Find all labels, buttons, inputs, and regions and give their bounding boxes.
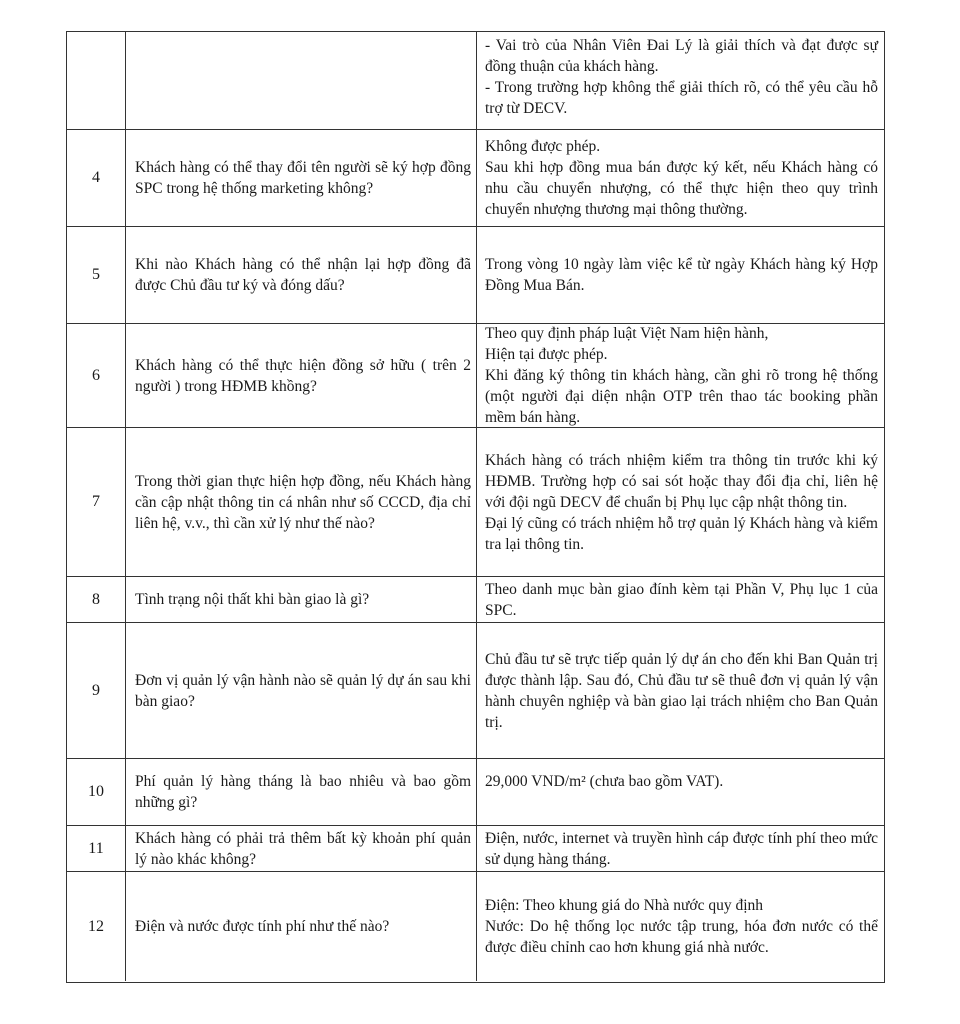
answer-cell bbox=[477, 577, 884, 622]
answer-line: Chủ đầu tư sẽ trực tiếp quản lý dự án cho đến khi Ban Quản trị được thành lập. Sau đó, Chủ đầu tư sẽ thuê đơn vị quản lý vận hành chuyên nghiệp và bàn giao lại trách nhiệm cho Ban Quản trị. bbox=[485, 650, 878, 731]
question-cell: Đơn vị quản lý vận hành nào sẽ quản lý dự án sau khi bàn giao? bbox=[126, 623, 477, 758]
question-cell: Trong thời gian thực hiện hợp đồng, nếu Khách hàng cần cập nhật thông tin cá nhân như số CCCD, địa chỉ liên hệ, v.v., thì cần xử lý như thế nào? bbox=[126, 428, 477, 576]
table-row bbox=[67, 324, 884, 428]
table-row bbox=[67, 759, 884, 826]
question-cell: Khách hàng có phải trả thêm bất kỳ khoản phí quản lý nào khác không? bbox=[126, 826, 477, 871]
row-number: 4 bbox=[67, 129, 126, 226]
answer-line: Theo danh mục bàn giao đính kèm tại Phần V, Phụ lục 1 của SPC. bbox=[485, 580, 878, 619]
table-row bbox=[67, 129, 884, 227]
row-number: 6 bbox=[67, 324, 126, 427]
answer-cell bbox=[477, 129, 884, 226]
question-cell: Tình trạng nội thất khi bàn giao là gì? bbox=[126, 577, 477, 622]
table-row bbox=[67, 872, 884, 981]
answer-cell bbox=[477, 428, 884, 576]
answer-line: Trong vòng 10 ngày làm việc kể từ ngày Khách hàng ký Hợp Đồng Mua Bán. bbox=[485, 256, 878, 294]
answer-cell bbox=[477, 623, 884, 758]
answer-line: - Vai trò của Nhân Viên Đai Lý là giải thích và đạt được sự đồng thuận của khách hàng. bbox=[485, 37, 878, 75]
answer-cell bbox=[477, 826, 884, 871]
row-number: 8 bbox=[67, 577, 126, 622]
answer-cell bbox=[477, 872, 884, 981]
table-row bbox=[67, 577, 884, 623]
question-cell: Khách hàng có thể thay đổi tên người sẽ ký hợp đồng SPC trong hệ thống marketing không? bbox=[126, 129, 477, 226]
faq-table bbox=[66, 31, 885, 983]
answer-line: Theo quy định pháp luật Việt Nam hiện hành, bbox=[485, 325, 769, 342]
answer-cell bbox=[477, 324, 884, 427]
question-cell: Khi nào Khách hàng có thể nhận lại hợp đồng đã được Chủ đầu tư ký và đóng dấu? bbox=[126, 227, 477, 323]
row-number: 12 bbox=[67, 872, 126, 981]
answer-line: Khách hàng có trách nhiệm kiểm tra thông tin trước khi ký HĐMB. Trường hợp có sai sót hoặc thay đổi địa chỉ, liên hệ với đội ngũ DECV để chuẩn bị Phụ lục cập nhật thông tin. bbox=[485, 451, 878, 511]
table-row bbox=[67, 428, 884, 577]
row-number: 10 bbox=[67, 759, 126, 825]
answer-cell bbox=[477, 759, 884, 825]
row-number: 9 bbox=[67, 623, 126, 758]
answer-cell bbox=[477, 227, 884, 323]
row-number: 5 bbox=[67, 227, 126, 323]
answer-line: Không được phép. bbox=[485, 137, 601, 155]
row-number: 7 bbox=[67, 428, 126, 576]
answer-line: - Trong trường hợp không thể giải thích rõ, có thể yêu cầu hỗ trợ từ DECV. bbox=[485, 79, 878, 117]
question-cell bbox=[126, 32, 477, 129]
table-row bbox=[67, 227, 884, 324]
answer-cell bbox=[477, 32, 884, 129]
answer-line: 29,000 VND/m² (chưa bao gồm VAT). bbox=[485, 773, 724, 790]
row-number bbox=[67, 32, 126, 129]
table-row bbox=[67, 826, 884, 872]
answer-line: Khi đăng ký thông tin khách hàng, cần ghi rõ trong hệ thống (một người đại diện nhận OTP trên thao tác booking phần mềm bán hàng. bbox=[485, 367, 878, 426]
table-row bbox=[67, 623, 884, 759]
question-cell: Điện và nước được tính phí như thế nào? bbox=[126, 872, 477, 981]
answer-line: Nước: Do hệ thống lọc nước tập trung, hóa đơn nước có thể được điều chỉnh cao hơn khung giá nhà nước. bbox=[485, 918, 878, 956]
question-cell: Phí quản lý hàng tháng là bao nhiêu và bao gồm những gì? bbox=[126, 759, 477, 825]
answer-line: Điện, nước, internet và truyền hình cáp được tính phí theo mức sử dụng hàng tháng. bbox=[485, 829, 878, 868]
answer-line: Hiện tại được phép. bbox=[485, 346, 608, 363]
question-cell: Khách hàng có thể thực hiện đồng sở hữu ( trên 2 người ) trong HĐMB khồng? bbox=[126, 324, 477, 427]
answer-line: Đại lý cũng có trách nhiệm hỗ trợ quản lý Khách hàng và kiểm tra lại thông tin. bbox=[485, 514, 878, 553]
answer-line: Sau khi hợp đồng mua bán được ký kết, nếu Khách hàng có nhu cầu chuyển nhượng, có thể thực hiện theo quy trình chuyển nhượng thương mại thông thường. bbox=[485, 158, 878, 218]
row-number: 11 bbox=[67, 826, 126, 871]
answer-line: Điện: Theo khung giá do Nhà nước quy định bbox=[485, 897, 764, 914]
table-row bbox=[67, 32, 884, 130]
